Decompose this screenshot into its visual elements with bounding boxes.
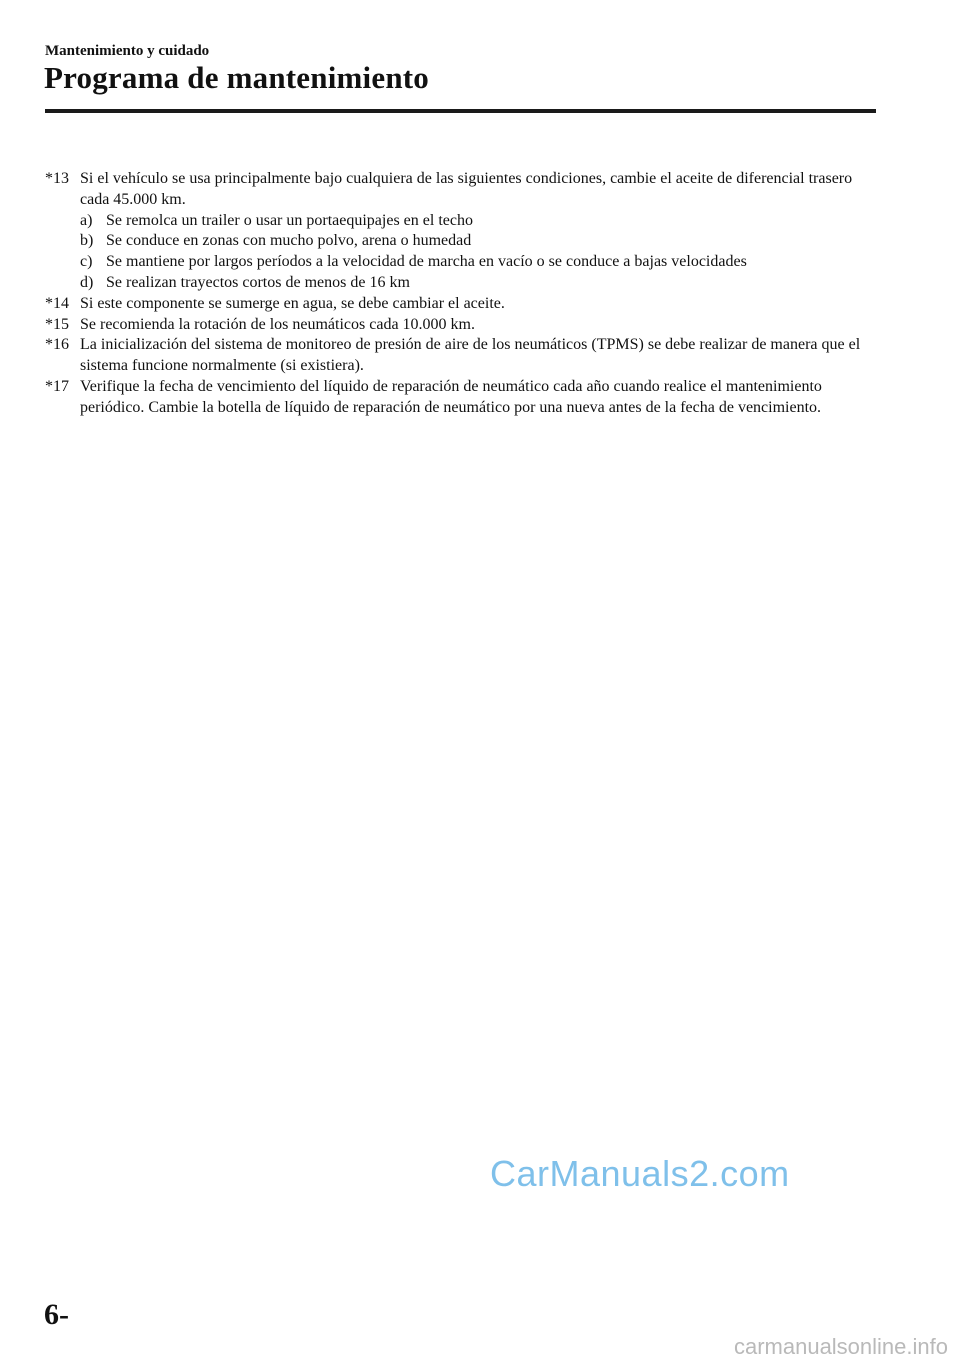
footnote-number: *14 xyxy=(45,294,69,312)
footnote-number: *17 xyxy=(45,377,69,395)
sub-item-tag: d) xyxy=(80,273,94,291)
footnote-15 xyxy=(45,315,885,336)
footnote-13 xyxy=(45,169,885,294)
sub-item-tag: c) xyxy=(80,253,93,271)
sub-item-tag: b) xyxy=(80,232,94,250)
footnote-16 xyxy=(45,335,885,377)
watermark-logo: CarManuals2.com xyxy=(490,1153,790,1194)
sub-item-d xyxy=(80,273,885,294)
sub-item-text: Se mantiene por largos períodos a la velocidad de marcha en vacío o se conduce a bajas velocidades xyxy=(106,253,747,271)
sub-item-a xyxy=(80,211,885,232)
page-number: 6- xyxy=(44,1298,69,1331)
footnote-number: *15 xyxy=(45,315,69,333)
footnote-number: *13 xyxy=(45,170,69,187)
title-rule xyxy=(45,109,876,113)
footnote-text: La inicialización del sistema de monitoreo de presión de aire de los neumáticos (TPMS) se debe realizar de manera que el sistema funcione normalmente (si existiera). xyxy=(80,336,861,375)
sub-item-text: Se realizan trayectos cortos de menos de 16 km xyxy=(106,273,410,291)
footnotes xyxy=(45,169,885,419)
footnote-17 xyxy=(45,377,885,419)
footnote-text: Si este componente se sumerge en agua, se debe cambiar el aceite. xyxy=(80,294,505,312)
sub-item-c xyxy=(80,252,885,273)
sub-item-b xyxy=(80,231,885,252)
footnote-14 xyxy=(45,294,885,315)
footnote-number: *16 xyxy=(45,336,69,354)
sub-item-text: Se remolca un trailer o usar un portaequipajes en el techo xyxy=(106,211,473,229)
footnote-text: Se recomienda la rotación de los neumáticos cada 10.000 km. xyxy=(80,315,475,333)
sub-item-text: Se conduce en zonas con mucho polvo, arena o humedad xyxy=(106,232,472,250)
footnote-body xyxy=(80,169,885,294)
footer-watermark: carmanualsonline.info xyxy=(733,1334,948,1359)
sub-item-tag: a) xyxy=(80,211,93,229)
footnote-text: Verifique la fecha de vencimiento del líquido de reparación de neumático cada año cuando realice el mantenimiento periódico. Cambie la botella de líquido de reparación de neumático por una nueva antes de la fecha de vencimiento. xyxy=(80,377,822,416)
section-label: Mantenimiento y cuidado xyxy=(45,43,210,59)
footnote-text: Si el vehículo se usa principalmente bajo cualquiera de las siguientes condiciones, cambie el aceite de diferencial trasero cada 45.000 km. xyxy=(80,170,853,208)
page-title: Programa de mantenimiento xyxy=(44,60,429,95)
